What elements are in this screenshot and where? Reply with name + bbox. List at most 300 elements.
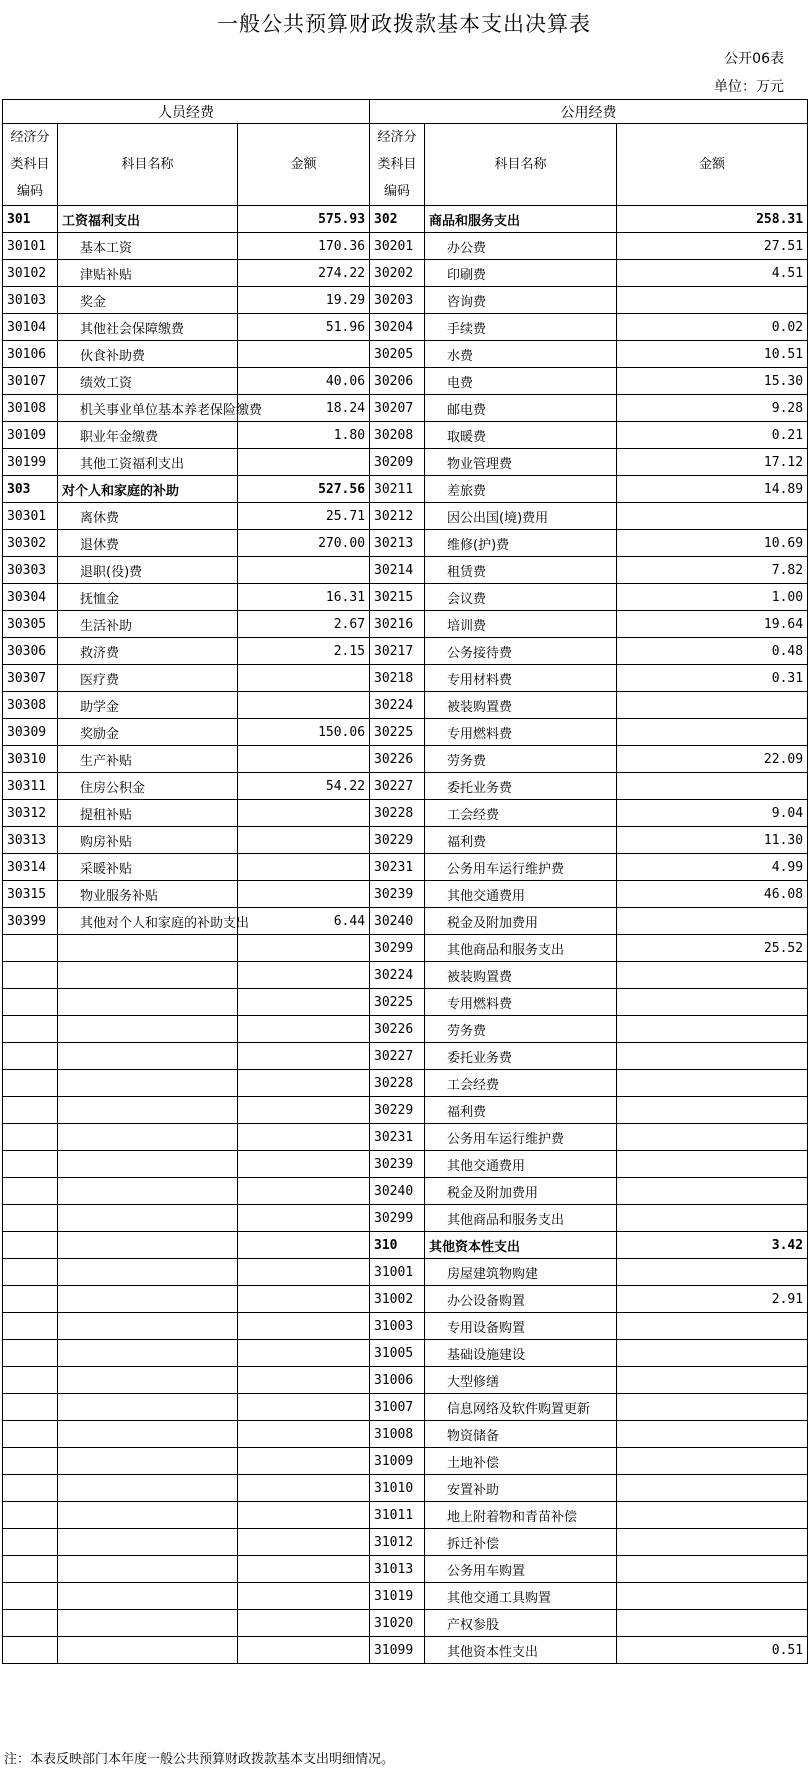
left-code-cell: 303 bbox=[3, 476, 58, 503]
right-amount-cell: 19.64 bbox=[617, 611, 808, 638]
right-amount-cell bbox=[617, 1313, 808, 1340]
table-row bbox=[3, 1151, 808, 1178]
table-row bbox=[3, 1178, 808, 1205]
table-row bbox=[3, 638, 808, 665]
right-amount-cell: 0.51 bbox=[617, 1637, 808, 1664]
right-code-cell: 31099 bbox=[370, 1637, 425, 1664]
left-name-cell bbox=[58, 1259, 238, 1286]
left-name-cell: 离休费 bbox=[58, 503, 238, 530]
left-code-cell: 30102 bbox=[3, 260, 58, 287]
right-code-cell: 30226 bbox=[370, 746, 425, 773]
left-amount-cell: 575.93 bbox=[238, 206, 370, 233]
left-code-cell: 30311 bbox=[3, 773, 58, 800]
left-name-cell: 伙食补助费 bbox=[58, 341, 238, 368]
left-amount-cell bbox=[238, 1286, 370, 1313]
left-name-cell bbox=[58, 1394, 238, 1421]
right-name-cell: 委托业务费 bbox=[425, 773, 617, 800]
right-name-cell: 福利费 bbox=[425, 827, 617, 854]
table-row bbox=[3, 935, 808, 962]
left-name-cell: 其他工资福利支出 bbox=[58, 449, 238, 476]
table-row bbox=[3, 746, 808, 773]
right-name-cell: 其他商品和服务支出 bbox=[425, 1205, 617, 1232]
right-name-cell: 印刷费 bbox=[425, 260, 617, 287]
right-code-cell: 30225 bbox=[370, 719, 425, 746]
left-amount-cell: 170.36 bbox=[238, 233, 370, 260]
right-amount-cell: 17.12 bbox=[617, 449, 808, 476]
right-amount-cell: 0.48 bbox=[617, 638, 808, 665]
left-code-cell bbox=[3, 1583, 58, 1610]
left-name-cell bbox=[58, 1232, 238, 1259]
right-amount-cell bbox=[617, 1205, 808, 1232]
right-name-cell: 税金及附加费用 bbox=[425, 1178, 617, 1205]
left-name-cell bbox=[58, 1448, 238, 1475]
left-name-cell bbox=[58, 1178, 238, 1205]
left-amount-cell bbox=[238, 962, 370, 989]
table-row bbox=[3, 611, 808, 638]
left-code-cell: 30308 bbox=[3, 692, 58, 719]
right-name-cell: 工会经费 bbox=[425, 1070, 617, 1097]
left-code-cell bbox=[3, 1151, 58, 1178]
right-name-cell: 大型修缮 bbox=[425, 1367, 617, 1394]
left-amount-cell bbox=[238, 1367, 370, 1394]
table-row bbox=[3, 881, 808, 908]
left-code-cell: 30109 bbox=[3, 422, 58, 449]
right-code-cell: 30213 bbox=[370, 530, 425, 557]
left-code-cell bbox=[3, 1475, 58, 1502]
right-amount-cell bbox=[617, 1178, 808, 1205]
right-amount-cell bbox=[617, 1043, 808, 1070]
left-amount-cell bbox=[238, 1313, 370, 1340]
left-name-cell: 住房公积金 bbox=[58, 773, 238, 800]
right-code-cell: 30227 bbox=[370, 773, 425, 800]
left-amount-cell bbox=[238, 1151, 370, 1178]
left-name-cell: 生活补助 bbox=[58, 611, 238, 638]
right-name-cell: 其他资本性支出 bbox=[425, 1637, 617, 1664]
left-name-cell bbox=[58, 1043, 238, 1070]
left-code-cell bbox=[3, 1097, 58, 1124]
right-code-cell: 31012 bbox=[370, 1529, 425, 1556]
left-name-cell: 其他对个人和家庭的补助支出 bbox=[58, 908, 238, 935]
left-name-cell: 奖金 bbox=[58, 287, 238, 314]
right-name-cell: 土地补偿 bbox=[425, 1448, 617, 1475]
left-amount-cell bbox=[238, 1610, 370, 1637]
right-code-cell: 31019 bbox=[370, 1583, 425, 1610]
table-row bbox=[3, 314, 808, 341]
left-code-cell bbox=[3, 1205, 58, 1232]
left-amount-cell bbox=[238, 1259, 370, 1286]
right-name-cell: 劳务费 bbox=[425, 1016, 617, 1043]
right-name-cell: 税金及附加费用 bbox=[425, 908, 617, 935]
left-amount-cell bbox=[238, 1016, 370, 1043]
left-amount-cell bbox=[238, 1475, 370, 1502]
table-row bbox=[3, 395, 808, 422]
right-name-cell: 工会经费 bbox=[425, 800, 617, 827]
left-name-cell bbox=[58, 1502, 238, 1529]
right-amount-cell: 2.91 bbox=[617, 1286, 808, 1313]
table-row bbox=[3, 854, 808, 881]
table-row bbox=[3, 1421, 808, 1448]
section-header-row bbox=[3, 100, 808, 124]
left-code-cell: 30399 bbox=[3, 908, 58, 935]
left-amount-cell: 274.22 bbox=[238, 260, 370, 287]
left-name-cell: 助学金 bbox=[58, 692, 238, 719]
right-name-cell: 专用材料费 bbox=[425, 665, 617, 692]
right-code-cell: 30240 bbox=[370, 1178, 425, 1205]
right-amount-cell: 1.00 bbox=[617, 584, 808, 611]
table-row bbox=[3, 368, 808, 395]
right-code-cell: 31005 bbox=[370, 1340, 425, 1367]
left-name-cell: 职业年金缴费 bbox=[58, 422, 238, 449]
right-code-cell: 31009 bbox=[370, 1448, 425, 1475]
right-code-cell: 30229 bbox=[370, 827, 425, 854]
left-code-cell bbox=[3, 1286, 58, 1313]
right-name-cell: 租赁费 bbox=[425, 557, 617, 584]
right-name-cell: 会议费 bbox=[425, 584, 617, 611]
right-amount-cell bbox=[617, 1124, 808, 1151]
right-name-cell: 产权参股 bbox=[425, 1610, 617, 1637]
right-name-cell: 取暖费 bbox=[425, 422, 617, 449]
left-code-cell bbox=[3, 1124, 58, 1151]
left-amount-cell bbox=[238, 1340, 370, 1367]
right-code-cell: 31013 bbox=[370, 1556, 425, 1583]
right-code-cell: 30226 bbox=[370, 1016, 425, 1043]
left-name-cell bbox=[58, 1529, 238, 1556]
right-amount-cell: 22.09 bbox=[617, 746, 808, 773]
header-name-right: 科目名称 bbox=[425, 124, 617, 206]
right-code-cell: 30203 bbox=[370, 287, 425, 314]
right-amount-cell: 15.30 bbox=[617, 368, 808, 395]
right-amount-cell bbox=[617, 1340, 808, 1367]
left-name-cell: 机关事业单位基本养老保险缴费 bbox=[58, 395, 238, 422]
left-name-cell bbox=[58, 1313, 238, 1340]
right-name-cell: 物业管理费 bbox=[425, 449, 617, 476]
table-row bbox=[3, 1529, 808, 1556]
left-name-cell: 对个人和家庭的补助 bbox=[58, 476, 238, 503]
table-row bbox=[3, 1205, 808, 1232]
left-amount-cell: 2.15 bbox=[238, 638, 370, 665]
section-personnel: 人员经费 bbox=[3, 100, 370, 124]
right-amount-cell: 46.08 bbox=[617, 881, 808, 908]
left-code-cell bbox=[3, 1232, 58, 1259]
right-amount-cell bbox=[617, 989, 808, 1016]
table-row bbox=[3, 1016, 808, 1043]
table-row bbox=[3, 1232, 808, 1259]
form-number: 公开06表 bbox=[724, 51, 784, 67]
left-amount-cell bbox=[238, 1556, 370, 1583]
left-amount-cell: 40.06 bbox=[238, 368, 370, 395]
right-code-cell: 30231 bbox=[370, 1124, 425, 1151]
right-code-cell: 30299 bbox=[370, 1205, 425, 1232]
left-code-cell bbox=[3, 1637, 58, 1664]
table-row bbox=[3, 827, 808, 854]
right-amount-cell bbox=[617, 1421, 808, 1448]
right-amount-cell: 10.69 bbox=[617, 530, 808, 557]
left-code-cell bbox=[3, 1367, 58, 1394]
left-amount-cell: 18.24 bbox=[238, 395, 370, 422]
left-code-cell: 30106 bbox=[3, 341, 58, 368]
left-name-cell bbox=[58, 1583, 238, 1610]
left-amount-cell: 51.96 bbox=[238, 314, 370, 341]
left-name-cell bbox=[58, 1610, 238, 1637]
left-amount-cell: 19.29 bbox=[238, 287, 370, 314]
left-amount-cell bbox=[238, 1043, 370, 1070]
right-code-cell: 31008 bbox=[370, 1421, 425, 1448]
header-amount-right: 金额 bbox=[617, 124, 808, 206]
table-row bbox=[3, 800, 808, 827]
left-name-cell bbox=[58, 1556, 238, 1583]
table-row bbox=[3, 503, 808, 530]
right-amount-cell: 7.82 bbox=[617, 557, 808, 584]
left-code-cell bbox=[3, 1394, 58, 1421]
right-code-cell: 30215 bbox=[370, 584, 425, 611]
left-amount-cell bbox=[238, 881, 370, 908]
right-amount-cell: 11.30 bbox=[617, 827, 808, 854]
table-row bbox=[3, 1610, 808, 1637]
left-amount-cell bbox=[238, 665, 370, 692]
left-code-cell: 30313 bbox=[3, 827, 58, 854]
left-amount-cell bbox=[238, 557, 370, 584]
left-name-cell: 采暖补贴 bbox=[58, 854, 238, 881]
right-name-cell: 专用设备购置 bbox=[425, 1313, 617, 1340]
table-row bbox=[3, 233, 808, 260]
right-name-cell: 公务用车运行维护费 bbox=[425, 854, 617, 881]
right-name-cell: 物资储备 bbox=[425, 1421, 617, 1448]
left-name-cell bbox=[58, 1286, 238, 1313]
header-amount-left: 金额 bbox=[238, 124, 370, 206]
left-code-cell: 30315 bbox=[3, 881, 58, 908]
table-row bbox=[3, 773, 808, 800]
right-amount-cell bbox=[617, 1259, 808, 1286]
right-name-cell: 被装购置费 bbox=[425, 962, 617, 989]
right-amount-cell: 9.04 bbox=[617, 800, 808, 827]
right-name-cell: 专用燃料费 bbox=[425, 719, 617, 746]
right-amount-cell bbox=[617, 1502, 808, 1529]
left-name-cell bbox=[58, 935, 238, 962]
left-code-cell: 301 bbox=[3, 206, 58, 233]
right-code-cell: 31003 bbox=[370, 1313, 425, 1340]
left-code-cell: 30301 bbox=[3, 503, 58, 530]
left-code-cell bbox=[3, 1556, 58, 1583]
right-name-cell: 邮电费 bbox=[425, 395, 617, 422]
right-name-cell: 福利费 bbox=[425, 1097, 617, 1124]
table-row bbox=[3, 1583, 808, 1610]
left-amount-cell: 2.67 bbox=[238, 611, 370, 638]
left-amount-cell bbox=[238, 746, 370, 773]
table-row bbox=[3, 1475, 808, 1502]
left-amount-cell bbox=[238, 449, 370, 476]
left-amount-cell bbox=[238, 935, 370, 962]
left-name-cell: 医疗费 bbox=[58, 665, 238, 692]
left-name-cell bbox=[58, 989, 238, 1016]
right-amount-cell: 0.31 bbox=[617, 665, 808, 692]
left-code-cell: 30107 bbox=[3, 368, 58, 395]
right-name-cell: 信息网络及软件购置更新 bbox=[425, 1394, 617, 1421]
left-amount-cell bbox=[238, 1529, 370, 1556]
left-name-cell bbox=[58, 1637, 238, 1664]
right-code-cell: 31002 bbox=[370, 1286, 425, 1313]
table-row bbox=[3, 1556, 808, 1583]
left-name-cell bbox=[58, 1367, 238, 1394]
right-name-cell: 地上附着物和青苗补偿 bbox=[425, 1502, 617, 1529]
left-code-cell bbox=[3, 1340, 58, 1367]
right-code-cell: 30239 bbox=[370, 881, 425, 908]
header-code-right: 经济分类科目编码 bbox=[370, 124, 425, 206]
left-code-cell: 30309 bbox=[3, 719, 58, 746]
right-code-cell: 30208 bbox=[370, 422, 425, 449]
table-row bbox=[3, 449, 808, 476]
right-code-cell: 31020 bbox=[370, 1610, 425, 1637]
left-name-cell bbox=[58, 1124, 238, 1151]
right-amount-cell bbox=[617, 1448, 808, 1475]
left-amount-cell bbox=[238, 1448, 370, 1475]
right-code-cell: 30207 bbox=[370, 395, 425, 422]
right-code-cell: 30218 bbox=[370, 665, 425, 692]
left-amount-cell bbox=[238, 1394, 370, 1421]
left-name-cell bbox=[58, 1016, 238, 1043]
right-code-cell: 30211 bbox=[370, 476, 425, 503]
left-amount-cell bbox=[238, 1637, 370, 1664]
left-code-cell bbox=[3, 1448, 58, 1475]
left-name-cell: 其他社会保障缴费 bbox=[58, 314, 238, 341]
right-name-cell: 办公设备购置 bbox=[425, 1286, 617, 1313]
right-name-cell: 安置补助 bbox=[425, 1475, 617, 1502]
left-code-cell: 30103 bbox=[3, 287, 58, 314]
left-amount-cell: 1.80 bbox=[238, 422, 370, 449]
table-row bbox=[3, 1502, 808, 1529]
expenditure-table bbox=[2, 99, 808, 1664]
right-amount-cell bbox=[617, 1394, 808, 1421]
left-name-cell: 生产补贴 bbox=[58, 746, 238, 773]
left-code-cell bbox=[3, 1610, 58, 1637]
left-code-cell: 30199 bbox=[3, 449, 58, 476]
right-code-cell: 30228 bbox=[370, 800, 425, 827]
right-amount-cell: 0.21 bbox=[617, 422, 808, 449]
right-name-cell: 委托业务费 bbox=[425, 1043, 617, 1070]
right-amount-cell: 4.99 bbox=[617, 854, 808, 881]
left-name-cell: 津贴补贴 bbox=[58, 260, 238, 287]
right-code-cell: 30201 bbox=[370, 233, 425, 260]
right-amount-cell: 0.02 bbox=[617, 314, 808, 341]
right-code-cell: 30239 bbox=[370, 1151, 425, 1178]
left-code-cell: 30305 bbox=[3, 611, 58, 638]
left-amount-cell bbox=[238, 989, 370, 1016]
table-row bbox=[3, 557, 808, 584]
right-code-cell: 30225 bbox=[370, 989, 425, 1016]
right-amount-cell bbox=[617, 962, 808, 989]
table-row bbox=[3, 260, 808, 287]
left-name-cell bbox=[58, 962, 238, 989]
right-amount-cell bbox=[617, 1529, 808, 1556]
left-code-cell: 30108 bbox=[3, 395, 58, 422]
left-code-cell: 30104 bbox=[3, 314, 58, 341]
left-amount-cell bbox=[238, 1421, 370, 1448]
left-amount-cell bbox=[238, 1232, 370, 1259]
left-amount-cell bbox=[238, 827, 370, 854]
right-amount-cell: 3.42 bbox=[617, 1232, 808, 1259]
left-name-cell bbox=[58, 1070, 238, 1097]
left-amount-cell bbox=[238, 1502, 370, 1529]
right-amount-cell bbox=[617, 1556, 808, 1583]
right-code-cell: 30214 bbox=[370, 557, 425, 584]
right-amount-cell bbox=[617, 692, 808, 719]
left-amount-cell: 16.31 bbox=[238, 584, 370, 611]
right-amount-cell bbox=[617, 1097, 808, 1124]
table-row bbox=[3, 530, 808, 557]
right-name-cell: 电费 bbox=[425, 368, 617, 395]
right-amount-cell: 258.31 bbox=[617, 206, 808, 233]
right-name-cell: 基础设施建设 bbox=[425, 1340, 617, 1367]
right-name-cell: 被装购置费 bbox=[425, 692, 617, 719]
left-code-cell bbox=[3, 1178, 58, 1205]
right-amount-cell bbox=[617, 1367, 808, 1394]
left-code-cell bbox=[3, 1502, 58, 1529]
left-name-cell bbox=[58, 1340, 238, 1367]
left-code-cell bbox=[3, 1421, 58, 1448]
right-amount-cell: 10.51 bbox=[617, 341, 808, 368]
table-row bbox=[3, 1394, 808, 1421]
right-name-cell: 公务接待费 bbox=[425, 638, 617, 665]
table-row bbox=[3, 908, 808, 935]
right-code-cell: 30202 bbox=[370, 260, 425, 287]
left-code-cell: 30306 bbox=[3, 638, 58, 665]
table-row bbox=[3, 1340, 808, 1367]
page-title: 一般公共预算财政拨款基本支出决算表 bbox=[217, 12, 591, 36]
right-code-cell: 30224 bbox=[370, 962, 425, 989]
left-amount-cell bbox=[238, 341, 370, 368]
left-code-cell: 30302 bbox=[3, 530, 58, 557]
right-code-cell: 30206 bbox=[370, 368, 425, 395]
left-code-cell: 30312 bbox=[3, 800, 58, 827]
right-amount-cell bbox=[617, 908, 808, 935]
left-amount-cell: 54.22 bbox=[238, 773, 370, 800]
left-amount-cell: 270.00 bbox=[238, 530, 370, 557]
left-code-cell: 30304 bbox=[3, 584, 58, 611]
left-amount-cell bbox=[238, 1124, 370, 1151]
right-code-cell: 31011 bbox=[370, 1502, 425, 1529]
right-code-cell: 30204 bbox=[370, 314, 425, 341]
right-name-cell: 其他资本性支出 bbox=[425, 1232, 617, 1259]
right-code-cell: 31010 bbox=[370, 1475, 425, 1502]
right-name-cell: 手续费 bbox=[425, 314, 617, 341]
right-code-cell: 30216 bbox=[370, 611, 425, 638]
left-name-cell bbox=[58, 1151, 238, 1178]
right-code-cell: 30217 bbox=[370, 638, 425, 665]
right-code-cell: 30209 bbox=[370, 449, 425, 476]
left-name-cell bbox=[58, 1205, 238, 1232]
left-amount-cell bbox=[238, 1097, 370, 1124]
table-row bbox=[3, 962, 808, 989]
right-name-cell: 劳务费 bbox=[425, 746, 617, 773]
left-code-cell bbox=[3, 1070, 58, 1097]
footnote: 注：本表反映部门本年度一般公共预算财政拨款基本支出明细情况。 bbox=[4, 1752, 395, 1767]
right-amount-cell bbox=[617, 287, 808, 314]
left-name-cell: 工资福利支出 bbox=[58, 206, 238, 233]
unit-label: 单位：万元 bbox=[714, 79, 784, 95]
right-code-cell: 30231 bbox=[370, 854, 425, 881]
table-row bbox=[3, 476, 808, 503]
table-row bbox=[3, 1367, 808, 1394]
right-name-cell: 拆迁补偿 bbox=[425, 1529, 617, 1556]
left-amount-cell bbox=[238, 692, 370, 719]
right-amount-cell: 4.51 bbox=[617, 260, 808, 287]
header-name-left: 科目名称 bbox=[58, 124, 238, 206]
right-name-cell: 咨询费 bbox=[425, 287, 617, 314]
table-row bbox=[3, 665, 808, 692]
right-name-cell: 其他商品和服务支出 bbox=[425, 935, 617, 962]
left-name-cell: 提租补贴 bbox=[58, 800, 238, 827]
left-name-cell bbox=[58, 1097, 238, 1124]
left-amount-cell bbox=[238, 1070, 370, 1097]
